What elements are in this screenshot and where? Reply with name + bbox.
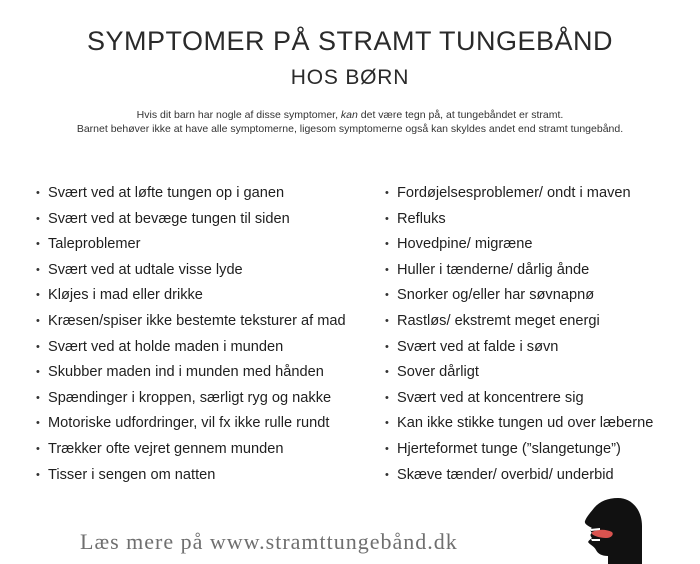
symptom-item (385, 232, 695, 258)
bullet-icon: • (385, 187, 389, 199)
symptom-list-left (36, 181, 376, 488)
intro-line-1 (0, 108, 700, 122)
symptom-text: Hjerteformet tunge (”slangetunge”) (397, 440, 621, 457)
symptom-item (36, 207, 376, 233)
symptom-text: Fordøjelsesproblemer/ ondt i maven (397, 185, 631, 201)
bullet-icon: • (385, 263, 389, 276)
symptom-text: Kan ikke stikke tungen ud over læberne (397, 415, 654, 432)
symptom-text: Huller i tænderne/ dårlig ånde (397, 261, 590, 278)
symptom-item (36, 463, 376, 489)
symptom-text: Rastløs/ ekstremt meget energi (397, 312, 600, 329)
symptom-text: Sover dårligt (397, 364, 479, 381)
bullet-icon: • (36, 391, 40, 404)
symptom-text: Tisser i sengen om natten (48, 466, 216, 483)
intro-line-1-end: det være tegn på, at tungebåndet er stramt. (357, 109, 564, 121)
symptom-text: Skæve tænder/ overbid/ underbid (397, 466, 614, 483)
bullet-icon: • (385, 442, 389, 455)
symptom-item (36, 283, 376, 309)
symptom-text: Svært ved at holde maden i munden (48, 338, 284, 355)
symptom-item (385, 437, 695, 463)
symptom-item (385, 207, 695, 233)
bullet-icon: • (385, 417, 389, 430)
bullet-icon: • (36, 340, 40, 353)
symptom-item (385, 335, 695, 361)
bullet-icon: • (385, 212, 389, 225)
bullet-icon: • (36, 314, 40, 327)
bullet-icon: • (36, 417, 40, 430)
bullet-icon: • (36, 238, 40, 251)
head-tongue-icon (578, 498, 642, 564)
symptom-text: Kløjes i mad eller drikke (48, 287, 203, 304)
symptom-text: Hovedpine/ migræne (397, 236, 533, 253)
symptom-item (36, 232, 376, 258)
symptom-text: Svært ved at falde i søvn (397, 338, 559, 355)
symptom-item (36, 411, 376, 437)
symptom-item (385, 360, 695, 386)
symptom-item (385, 411, 695, 437)
website-link[interactable]: Læs mere på www.stramttungebånd.dk (80, 529, 458, 554)
symptom-text: Refluks (397, 210, 446, 227)
symptom-item (385, 258, 695, 284)
bullet-icon: • (385, 366, 389, 379)
symptom-text: Svært ved at udtale visse lyde (48, 261, 243, 278)
bullet-icon: • (36, 468, 40, 481)
bullet-icon: • (36, 212, 40, 225)
page-title: SYMPTOMER PÅ STRAMT TUNGEBÅND (86, 26, 614, 56)
symptom-item (385, 283, 695, 309)
symptom-text: Motoriske udfordringer, vil fx ikke rulle rundt (48, 415, 330, 432)
symptom-item (36, 386, 376, 412)
symptom-item (36, 309, 376, 335)
symptom-item (36, 437, 376, 463)
bullet-icon: • (36, 442, 40, 455)
symptom-item (36, 258, 376, 284)
bullet-icon: • (36, 263, 40, 276)
bullet-icon: • (36, 366, 40, 379)
intro-line-2: Barnet behøver ikke at have alle symptomerne, ligesom symptomerne også kan skyldes andet end stramt tungebånd. (76, 123, 624, 135)
symptom-text: Svært ved at løfte tungen op i ganen (48, 185, 285, 201)
bullet-icon: • (36, 187, 40, 199)
symptom-text: Svært ved at koncentrere sig (397, 389, 584, 406)
symptom-text: Skubber maden ind i munden med hånden (48, 364, 324, 381)
bullet-icon: • (385, 391, 389, 404)
intro-text (0, 108, 700, 136)
intro-emphasis: kan (340, 109, 358, 121)
symptom-text: Spændinger i kroppen, særligt ryg og nakke (48, 389, 332, 406)
symptom-item (36, 181, 376, 207)
bullet-icon: • (385, 238, 389, 251)
symptom-text: Snorker og/eller har søvnapnø (397, 287, 595, 304)
symptom-item (385, 463, 695, 489)
bullet-icon: • (385, 314, 389, 327)
head-silhouette (585, 498, 642, 564)
bullet-icon: • (385, 289, 389, 302)
symptom-item (385, 181, 695, 207)
symptom-text: Svært ved at bevæge tungen til siden (48, 210, 290, 227)
bullet-icon: • (385, 340, 389, 353)
bullet-icon: • (385, 468, 389, 481)
symptom-text: Kræsen/spiser ikke bestemte teksturer af mad (48, 312, 346, 329)
symptom-item (385, 386, 695, 412)
page-subtitle: HOS BØRN (290, 66, 410, 89)
intro-line-1-start: Hvis dit barn har nogle af disse symptomer, (136, 109, 341, 121)
symptom-list-right (385, 181, 695, 488)
bullet-icon: • (36, 289, 40, 302)
symptom-item (36, 335, 376, 361)
symptom-text: Trækker ofte vejret gennem munden (48, 440, 284, 457)
symptom-text: Taleproblemer (48, 236, 141, 253)
symptom-item (385, 309, 695, 335)
symptom-item (36, 360, 376, 386)
